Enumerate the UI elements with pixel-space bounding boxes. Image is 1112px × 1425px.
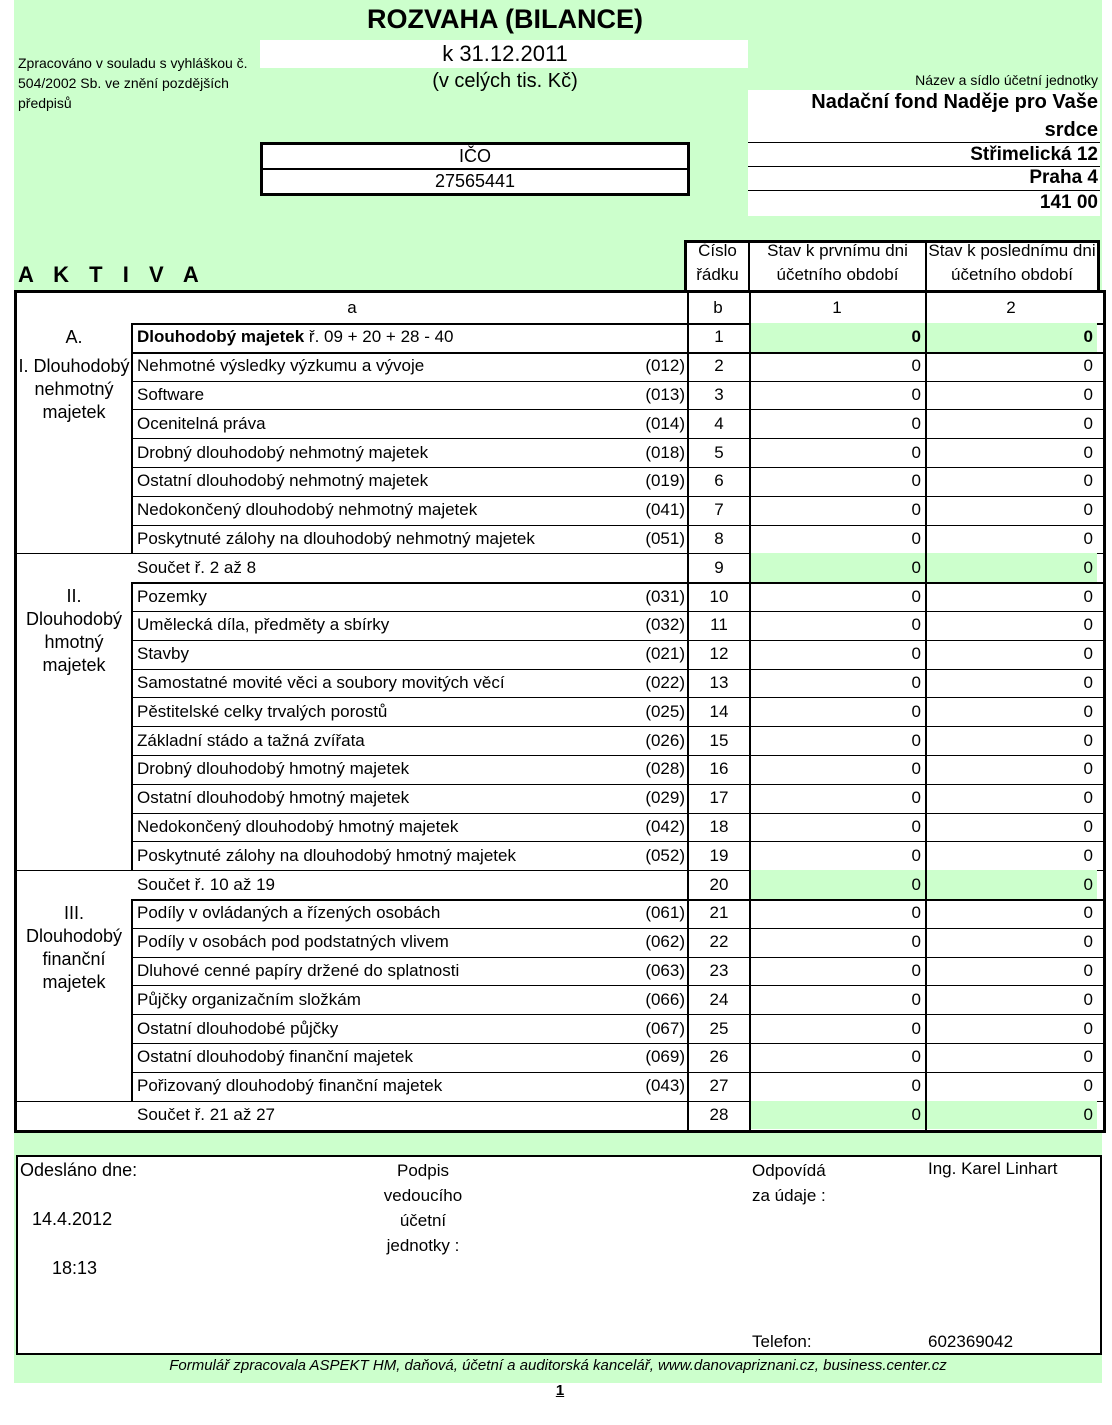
row-number: 25: [709, 1018, 729, 1038]
account-code: (069): [645, 1047, 685, 1067]
value-first-day: 0: [911, 413, 921, 433]
row-number: 5: [714, 442, 724, 462]
value-last-day: 0: [1083, 672, 1093, 692]
account-code: (012): [645, 356, 685, 376]
form-note: Formulář zpracovala ASPEKT HM, daňová, účetní a auditorská kancelář, www.danovapriznani.cz, business.center.cz: [169, 1357, 947, 1374]
row-label: [135, 870, 687, 899]
balance-date: k 31.12.2011: [442, 41, 568, 66]
row-number: 10: [709, 586, 729, 606]
row-label-text: Software: [137, 384, 205, 404]
table-row: [17, 496, 1103, 526]
row-label: [135, 381, 687, 410]
table-row: [17, 841, 1103, 871]
entity-name-line2: srdce: [1044, 119, 1098, 141]
entity-box: [748, 90, 1100, 216]
divider-col2: [925, 293, 927, 1130]
row-number: 12: [709, 644, 729, 664]
value-first-day: 0: [911, 989, 921, 1009]
signature-label: Podpis vedoucího účetní jednotky :: [383, 1161, 463, 1255]
table-row: [17, 985, 1103, 1015]
row-number: 19: [709, 845, 729, 865]
row-label: [135, 697, 687, 726]
account-code: (026): [645, 730, 685, 750]
row-label-text: Pěstitelské celky trvalých porostů: [137, 701, 388, 721]
row-label-text: Umělecká díla, předměty a sbírky: [137, 615, 390, 635]
column-letters-row: [17, 293, 1103, 325]
value-first-day: 0: [911, 960, 921, 980]
row-label: [135, 841, 687, 870]
table-row: [17, 697, 1103, 727]
row-number: 28: [709, 1104, 729, 1124]
row-number: 3: [714, 384, 724, 404]
value-last-day: 0: [1083, 413, 1093, 433]
account-code: (029): [645, 788, 685, 808]
row-label: [135, 813, 687, 842]
table-row: [17, 438, 1103, 468]
value-last-day: 0: [1083, 701, 1093, 721]
value-last-day: 0: [927, 323, 1097, 352]
col-header-row-no: Číslo řádku: [696, 241, 739, 284]
table-row: [17, 669, 1103, 699]
ico-box: [260, 142, 690, 196]
responsible-label: Odpovídá za údaje :: [752, 1161, 826, 1205]
value-last-day: 0: [1083, 1018, 1093, 1038]
row-label: [135, 1101, 687, 1130]
value-last-day: 0: [1083, 816, 1093, 836]
value-first-day: 0: [911, 644, 921, 664]
value-last-day: 0: [1083, 1076, 1093, 1096]
value-last-day: 0: [1083, 759, 1093, 779]
table-row: [17, 726, 1103, 756]
row-label: [135, 582, 687, 611]
account-code: (014): [645, 413, 685, 433]
value-last-day: 0: [1083, 356, 1093, 376]
table-row: [17, 928, 1103, 958]
value-first-day: 0: [911, 356, 921, 376]
row-label-text: Pořizovaný dlouhodobý finanční majetek: [137, 1076, 443, 1096]
row-number: 13: [709, 672, 729, 692]
row-label: [135, 409, 687, 438]
phone-value: 602369042: [928, 1332, 1014, 1351]
phone-label: Telefon:: [752, 1332, 812, 1351]
regulation-note: Zpracováno v souladu s vyhláškou č. 504/2002 Sb. ve znění pozdějších předpisů: [18, 55, 248, 111]
row-label-text: Nedokončený dlouhodobý hmotný majetek: [137, 816, 459, 836]
value-last-day: 0: [1083, 615, 1093, 635]
entity-name-line1: Nadační fond Naděje pro Vaše: [811, 91, 1098, 113]
account-code: [607, 870, 685, 899]
row-number: 20: [709, 874, 729, 894]
row-label: [135, 525, 687, 554]
group-label-g3: III. Dlouhodobý finanční majetek: [17, 899, 133, 1101]
value-first-day: 0: [911, 845, 921, 865]
row-label-text: Součet ř. 2 až 8: [137, 557, 257, 577]
row-label: [135, 957, 687, 986]
row-number: 2: [714, 356, 724, 376]
row-label: [135, 1072, 687, 1101]
divider-col1: [749, 293, 751, 1130]
value-last-day: 0: [1083, 644, 1093, 664]
row-label: [135, 611, 687, 640]
account-code: [607, 1101, 685, 1130]
row-number: 17: [709, 788, 729, 808]
table-row: [17, 1014, 1103, 1044]
ico-label: IČO: [263, 145, 687, 170]
account-code: (031): [645, 586, 685, 606]
row-label: [135, 1014, 687, 1043]
row-label-text: Ocenitelná práva: [137, 413, 266, 433]
row-label-text: Základní stádo a tažná zvířata: [137, 730, 365, 750]
row-number: 9: [714, 557, 724, 577]
table-row: [17, 1072, 1103, 1102]
row-number: 7: [714, 500, 724, 520]
row-number: 4: [714, 413, 724, 433]
account-code: [607, 553, 685, 582]
row-number: 24: [709, 989, 729, 1009]
group-label-g1: I. Dlouhodobý nehmotný majetek: [17, 352, 133, 554]
table-row: [17, 755, 1103, 785]
row-label-text: Ostatní dlouhodobý finanční majetek: [137, 1047, 413, 1067]
footer-box: [16, 1155, 1102, 1355]
value-first-day: 0: [911, 615, 921, 635]
ico-value: 27565441: [434, 171, 516, 191]
assets-table: [14, 290, 1106, 1133]
entity-label: Název a sídlo účetní jednotky: [915, 72, 1098, 88]
row-label: [135, 669, 687, 698]
value-last-day: 0: [1083, 989, 1093, 1009]
account-code: (066): [645, 989, 685, 1009]
row-label: [135, 899, 687, 928]
row-label-text: Nehmotné výsledky výzkumu a vývoje: [137, 356, 425, 376]
row-label-text: Dluhové cenné papíry držené do splatnosti: [137, 960, 460, 980]
account-code: [607, 323, 685, 352]
account-code: (041): [645, 500, 685, 520]
account-code: (013): [645, 384, 685, 404]
value-first-day: 0: [911, 384, 921, 404]
col-header-last: Stav k poslednímu dni účetního období: [928, 241, 1096, 284]
table-row: [17, 582, 1103, 612]
value-last-day: 0: [927, 870, 1097, 899]
sent-time: 18:13: [52, 1258, 98, 1278]
value-last-day: 0: [1083, 500, 1093, 520]
value-last-day: 0: [927, 1101, 1097, 1130]
sent-label: Odesláno dne:: [20, 1160, 138, 1180]
value-first-day: 0: [911, 788, 921, 808]
account-code: (021): [645, 644, 685, 664]
value-last-day: 0: [1083, 471, 1093, 491]
row-label: [135, 928, 687, 957]
row-label: [135, 755, 687, 784]
value-last-day: 0: [1083, 788, 1093, 808]
page-title: ROZVAHA (BILANCE): [367, 4, 643, 34]
value-last-day: 0: [1083, 845, 1093, 865]
value-first-day: 0: [911, 932, 921, 952]
col-letter-2: 2: [1006, 298, 1016, 317]
divider-rowno: [687, 293, 689, 1130]
col-letter-1: 1: [832, 298, 842, 317]
table-row: [17, 467, 1103, 497]
value-first-day: 0: [751, 553, 925, 582]
table-row: [17, 899, 1103, 929]
value-last-day: 0: [1083, 903, 1093, 923]
entity-street: Střimelická 12: [970, 144, 1098, 165]
entity-zip: 141 00: [1039, 192, 1098, 213]
value-first-day: 0: [911, 471, 921, 491]
row-number: 23: [709, 960, 729, 980]
account-code: (025): [645, 701, 685, 721]
col-header-first: Stav k prvnímu dni účetního období: [767, 241, 908, 284]
row-label-text: Nedokončený dlouhodobý nehmotný majetek: [137, 500, 478, 520]
value-first-day: 0: [911, 701, 921, 721]
row-label-text: Ostatní dlouhodobé půjčky: [137, 1018, 339, 1038]
row-label: [135, 323, 687, 352]
row-label: [135, 784, 687, 813]
value-first-day: 0: [911, 1018, 921, 1038]
value-last-day: 0: [1083, 960, 1093, 980]
value-first-day: 0: [911, 672, 921, 692]
row-label-text: Stavby: [137, 644, 189, 664]
row-label-text: Součet ř. 10 až 19: [137, 874, 275, 894]
table-row: [17, 957, 1103, 987]
row-label: [135, 467, 687, 496]
row-label-text: Samostatné movité věci a soubory movitých věcí: [137, 672, 505, 692]
entity-city: Praha 4: [1029, 167, 1098, 188]
row-number: 27: [709, 1076, 729, 1096]
account-code: (062): [645, 932, 685, 952]
account-code: (028): [645, 759, 685, 779]
value-last-day: 0: [1083, 730, 1093, 750]
group-label-g2: II. Dlouhodobý hmotný majetek: [17, 582, 133, 870]
account-code: (063): [645, 960, 685, 980]
row-label: [135, 726, 687, 755]
row-label-text: Poskytnuté zálohy na dlouhodobý hmotný majetek: [137, 845, 516, 865]
value-first-day: 0: [911, 586, 921, 606]
table-row: [17, 870, 1103, 901]
responsible-name: Ing. Karel Linhart: [928, 1159, 1058, 1178]
table-row: [17, 1101, 1103, 1130]
value-first-day: 0: [911, 528, 921, 548]
row-number: 15: [709, 730, 729, 750]
row-label-text: Součet ř. 21 až 27: [137, 1104, 275, 1124]
section-title: A K T I V A: [18, 262, 206, 287]
account-code: (061): [645, 903, 685, 923]
value-first-day: 0: [911, 730, 921, 750]
table-row: [17, 611, 1103, 641]
row-label-text: Drobný dlouhodobý hmotný majetek: [137, 759, 410, 779]
row-label: [135, 352, 687, 381]
row-label-text: Poskytnuté zálohy na dlouhodobý nehmotný majetek: [137, 528, 535, 548]
row-label-text: Půjčky organizačním složkám: [137, 989, 361, 1009]
value-first-day: 0: [911, 816, 921, 836]
value-last-day: 0: [1083, 586, 1093, 606]
page-number: 1: [555, 1382, 565, 1399]
account-code: (067): [645, 1018, 685, 1038]
row-label-text: Pozemky: [137, 586, 207, 606]
row-label-suffix: ř. 09 + 20 + 28 - 40: [304, 327, 454, 347]
account-code: (022): [645, 672, 685, 692]
row-number: 26: [709, 1047, 729, 1067]
row-label-bold: Dlouhodobý majetek: [137, 327, 305, 347]
value-first-day: 0: [911, 442, 921, 462]
column-header: [684, 240, 1100, 292]
row-label: [135, 1043, 687, 1072]
value-last-day: 0: [1083, 1047, 1093, 1067]
account-code: (052): [645, 845, 685, 865]
col-letter-a: a: [347, 298, 357, 317]
table-row: [17, 553, 1103, 584]
row-number: 14: [709, 701, 729, 721]
value-last-day: 0: [927, 553, 1097, 582]
col-letter-b: b: [713, 298, 723, 317]
row-label: [135, 496, 687, 525]
row-label-text: Drobný dlouhodobý nehmotný majetek: [137, 442, 429, 462]
account-code: (032): [645, 615, 685, 635]
value-first-day: 0: [751, 1101, 925, 1130]
group-label-g0: A.: [17, 323, 133, 352]
table-row: [17, 323, 1103, 354]
table-row: [17, 409, 1103, 439]
value-first-day: 0: [911, 500, 921, 520]
value-first-day: 0: [751, 323, 925, 352]
row-number: 6: [714, 471, 724, 491]
account-code: (051): [645, 528, 685, 548]
row-number: 8: [714, 528, 724, 548]
table-row: [17, 1043, 1103, 1073]
table-row: [17, 381, 1103, 411]
value-first-day: 0: [911, 903, 921, 923]
row-number: 11: [710, 615, 728, 635]
table-row: [17, 813, 1103, 843]
row-label: [135, 640, 687, 669]
account-code: (043): [645, 1076, 685, 1096]
value-first-day: 0: [911, 1047, 921, 1067]
value-last-day: 0: [1083, 384, 1093, 404]
value-first-day: 0: [751, 870, 925, 899]
row-number: 18: [709, 816, 729, 836]
value-first-day: 0: [911, 1076, 921, 1096]
row-label-text: Podíly v osobách pod podstatných vlivem: [137, 932, 449, 952]
row-number: 16: [709, 759, 729, 779]
row-number: 21: [709, 903, 729, 923]
table-row: [17, 784, 1103, 814]
row-number: 22: [709, 932, 729, 952]
table-row: [17, 640, 1103, 670]
table-row: [17, 525, 1103, 555]
table-row: [17, 352, 1103, 382]
value-first-day: 0: [911, 759, 921, 779]
value-last-day: 0: [1083, 932, 1093, 952]
row-number: 1: [714, 327, 724, 347]
account-code: (042): [645, 816, 685, 836]
account-code: (018): [645, 442, 685, 462]
sent-date: 14.4.2012: [32, 1209, 113, 1229]
value-last-day: 0: [1083, 442, 1093, 462]
row-label: [135, 553, 687, 582]
row-label-text: Ostatní dlouhodobý hmotný majetek: [137, 788, 410, 808]
value-last-day: 0: [1083, 528, 1093, 548]
account-code: (019): [645, 471, 685, 491]
row-label: [135, 985, 687, 1014]
row-label-text: Podíly v ovládaných a řízených osobách: [137, 903, 441, 923]
row-label: [135, 438, 687, 467]
row-label-text: Ostatní dlouhodobý nehmotný majetek: [137, 471, 429, 491]
units-note: (v celých tis. Kč): [432, 70, 578, 92]
